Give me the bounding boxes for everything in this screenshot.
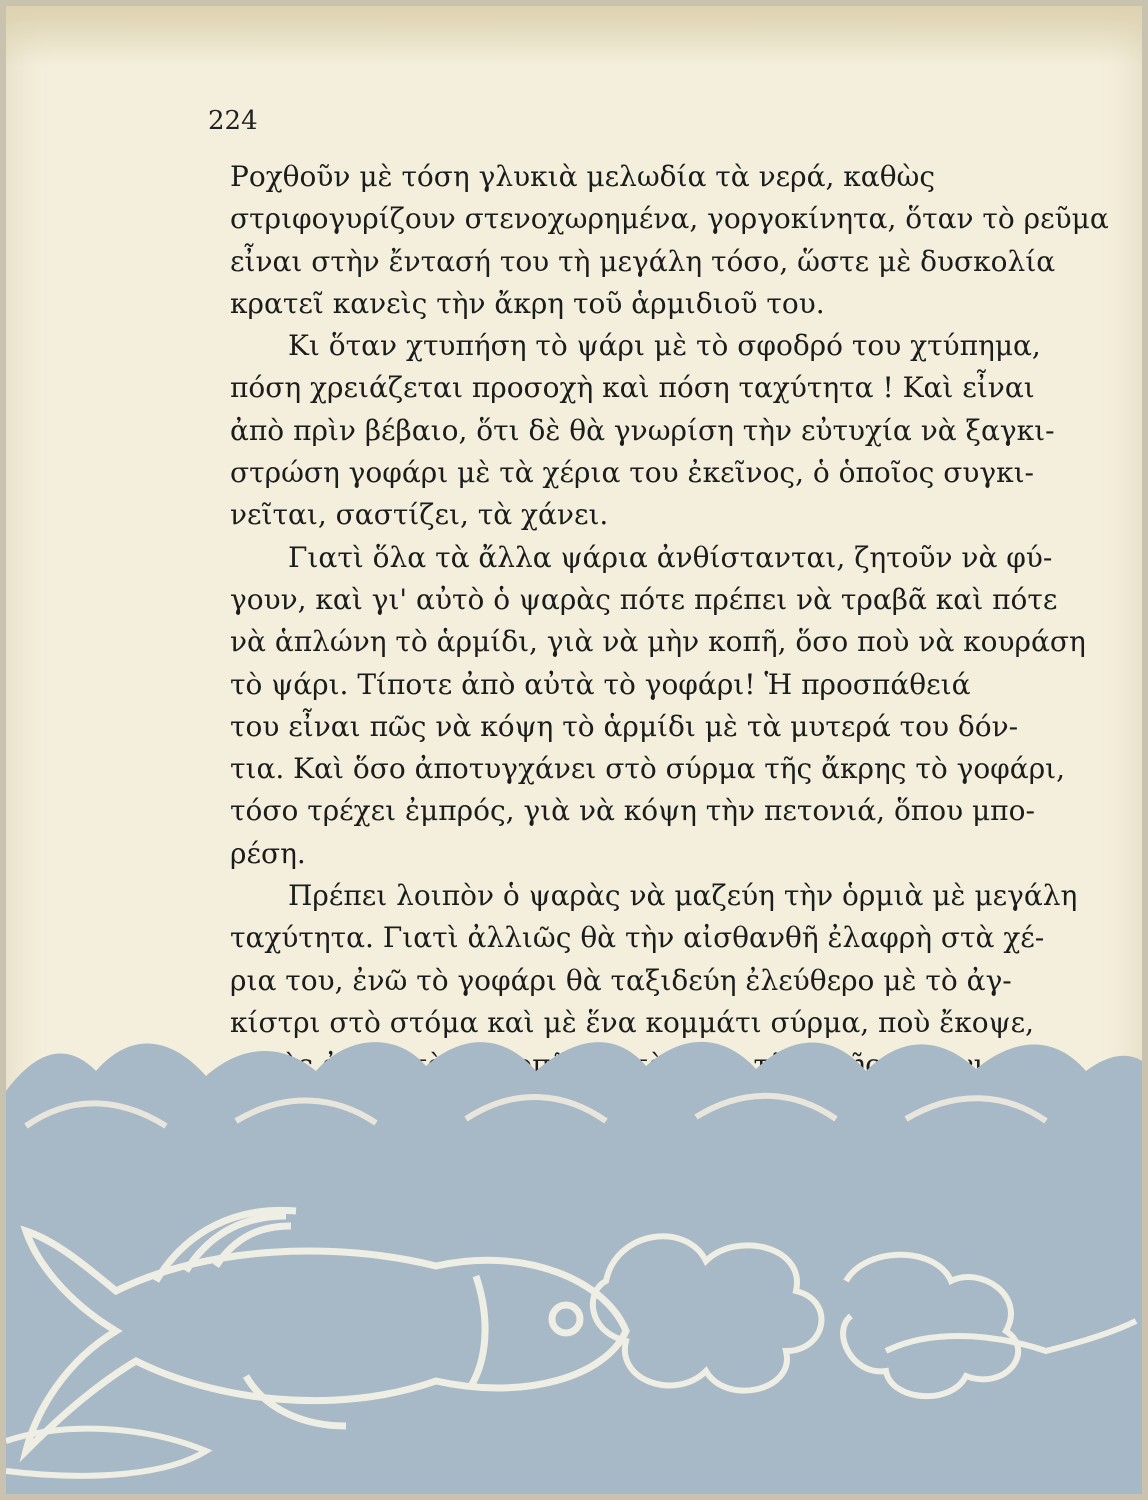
text-line: κρατεῖ κανεὶς τὴν ἄκρη τοῦ ἁρμιδιοῦ του. [230,286,825,320]
text-line: πόση χρειάζεται προσοχὴ καὶ πόση ταχύτητα ! Καὶ εἶναι [230,371,1035,405]
text-line: εἶναι στὴν ἔντασή του τὴ μεγάλη τόσο, ὥστε μὲ δυσκολία [230,244,1056,278]
text-line: γουν, καὶ γι' αὐτὸ ὁ ψαρὰς πότε πρέπει νὰ τραβᾶ καὶ πότε [230,582,1058,616]
page-edge-stain [6,6,1142,66]
text-line: Γιατὶ ὅλα τὰ ἄλλα ψάρια ἀνθίστανται, ζητοῦν νὰ φύ- [288,540,1053,574]
text-line: νεῖται, σαστίζει, τὰ χάνει. [230,498,609,532]
text-line: νὰ ἁπλώνη τὸ ἁρμίδι, γιὰ νὰ μὴν κοπῆ, ὅσο ποὺ νὰ κουράση [230,625,1086,659]
sea-fish-illustration [6,1031,1142,1494]
text-line: ἀπὸ πρὶν βέβαιο, ὅτι δὲ θὰ γνωρίση τὴν εὐτυχία νὰ ξαγκι- [230,413,1055,447]
text-line: στρώση γοφάρι μὲ τὰ χέρια του ἐκεῖνος, ὁ ὁποῖος συγκι- [230,456,1035,490]
text-line: τόσο τρέχει ἐμπρός, γιὰ νὰ κόψη τὴν πετονιά, ὅπου μπο- [230,794,1035,828]
text-line: Πρέπει λοιπὸν ὁ ψαρὰς νὰ μαζεύη τὴν ὁρμιὰ μὲ μεγάλη [288,879,1078,913]
text-line: στριφογυρίζουν στενοχωρημένα, γοργοκίνητα, ὅταν τὸ ρεῦμα [230,202,1109,236]
text-line: ταχύτητα. Γιατὶ ἀλλιῶς θὰ τὴν αἰσθανθῆ ἐλαφρὴ στὰ χέ- [230,921,1045,955]
text-line: κίστρι στὸ στόμα καὶ μὲ ἕνα κομμάτι σύρμα, ποὺ ἔκοψε, [230,1005,1034,1039]
text-line: τια. Καὶ ὅσο ἀποτυγχάνει στὸ σύρμα τῆς ἄκρης τὸ γοφάρι, [230,752,1066,786]
text-line: ρια του, ἐνῶ τὸ γοφάρι θὰ ταξιδεύη ἐλεύθερο μὲ τὸ ἀγ- [230,963,1012,997]
text-line: Κι ὅταν χτυπήση τὸ ψάρι μὲ τὸ σφοδρό του χτύπημα, [288,329,1041,363]
page-number: 224 [208,106,258,136]
text-line: ρέση. [230,836,306,870]
text-line: του εἶναι πῶς νὰ κόψη τὸ ἁρμίδι μὲ τὰ μυτερά του δόν- [230,709,1019,743]
text-line: τὸ ψάρι. Τίποτε ἀπὸ αὐτὰ τὸ γοφάρι! Ἡ προσπάθειά [230,667,971,701]
book-page [6,6,1142,1494]
text-line: Ροχθοῦν μὲ τόση γλυκιὰ μελωδία τὰ νερά, καθὼς [230,160,936,193]
